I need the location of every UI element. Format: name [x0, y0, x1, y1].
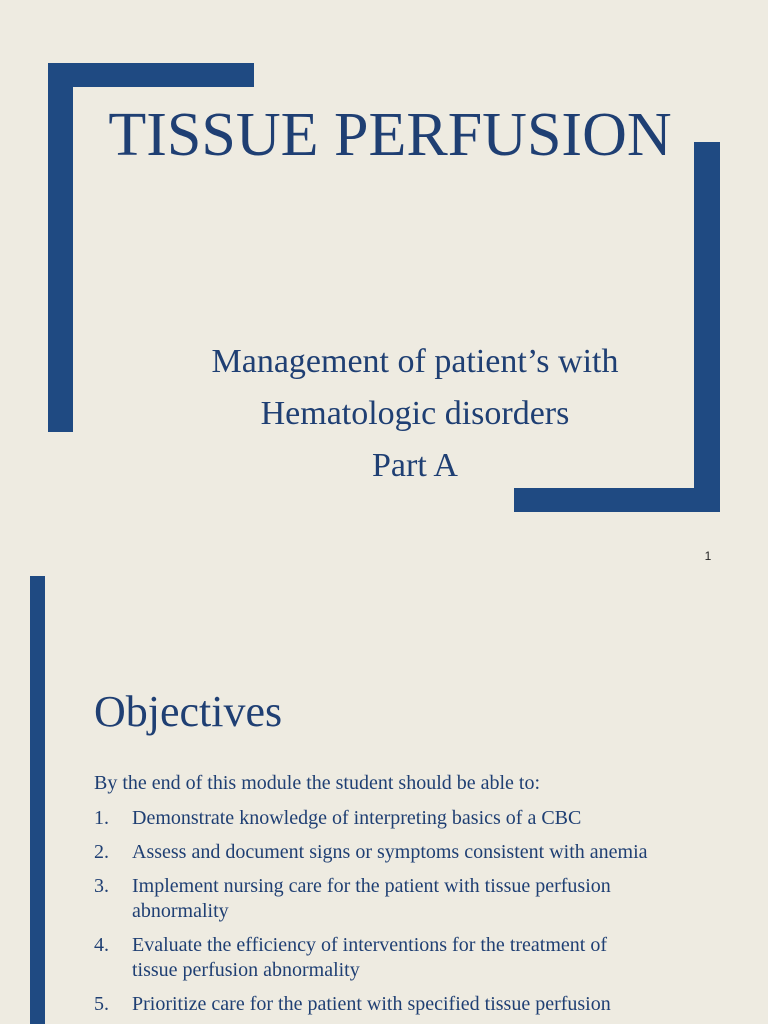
objectives-intro: By the end of this module the student should be able to: — [94, 772, 541, 794]
objective-item — [94, 992, 654, 1017]
slide-title: TISSUE PERFUSION — [108, 101, 672, 169]
objective-item — [94, 840, 654, 865]
subtitle-line-3: Part A — [372, 447, 458, 484]
objective-number: 5. — [94, 993, 109, 1015]
bracket-bottom-right-vertical — [694, 142, 720, 512]
objectives-list — [94, 806, 654, 1024]
slide-subtitle — [150, 336, 680, 492]
objectives-heading: Objectives — [94, 687, 283, 736]
objective-item — [94, 874, 654, 924]
page-number: 1 — [704, 549, 712, 563]
objective-number: 3. — [94, 875, 109, 897]
objective-item — [94, 933, 654, 983]
objective-item — [94, 806, 654, 831]
objective-text: Assess and document signs or symptoms consistent with anemia — [132, 841, 648, 863]
objective-number: 4. — [94, 934, 109, 956]
objective-number: 2. — [94, 841, 109, 863]
objective-text: Prioritize care for the patient with specified tissue perfusion — [132, 993, 611, 1015]
objective-text: Demonstrate knowledge of interpreting basics of a CBC — [132, 807, 582, 829]
objective-text: Evaluate the efficiency of interventions for the treatment of tissue perfusion abnormality — [132, 934, 607, 981]
bracket-top-left-horizontal — [48, 63, 254, 87]
objective-text: Implement nursing care for the patient with tissue perfusion abnormality — [132, 875, 611, 922]
subtitle-line-2: Hematologic disorders — [260, 395, 570, 432]
left-accent-bar — [30, 576, 45, 1024]
objective-number: 1. — [94, 807, 109, 829]
objectives-slide — [0, 575, 768, 1024]
subtitle-line-1: Management of patient’s with — [211, 343, 619, 380]
